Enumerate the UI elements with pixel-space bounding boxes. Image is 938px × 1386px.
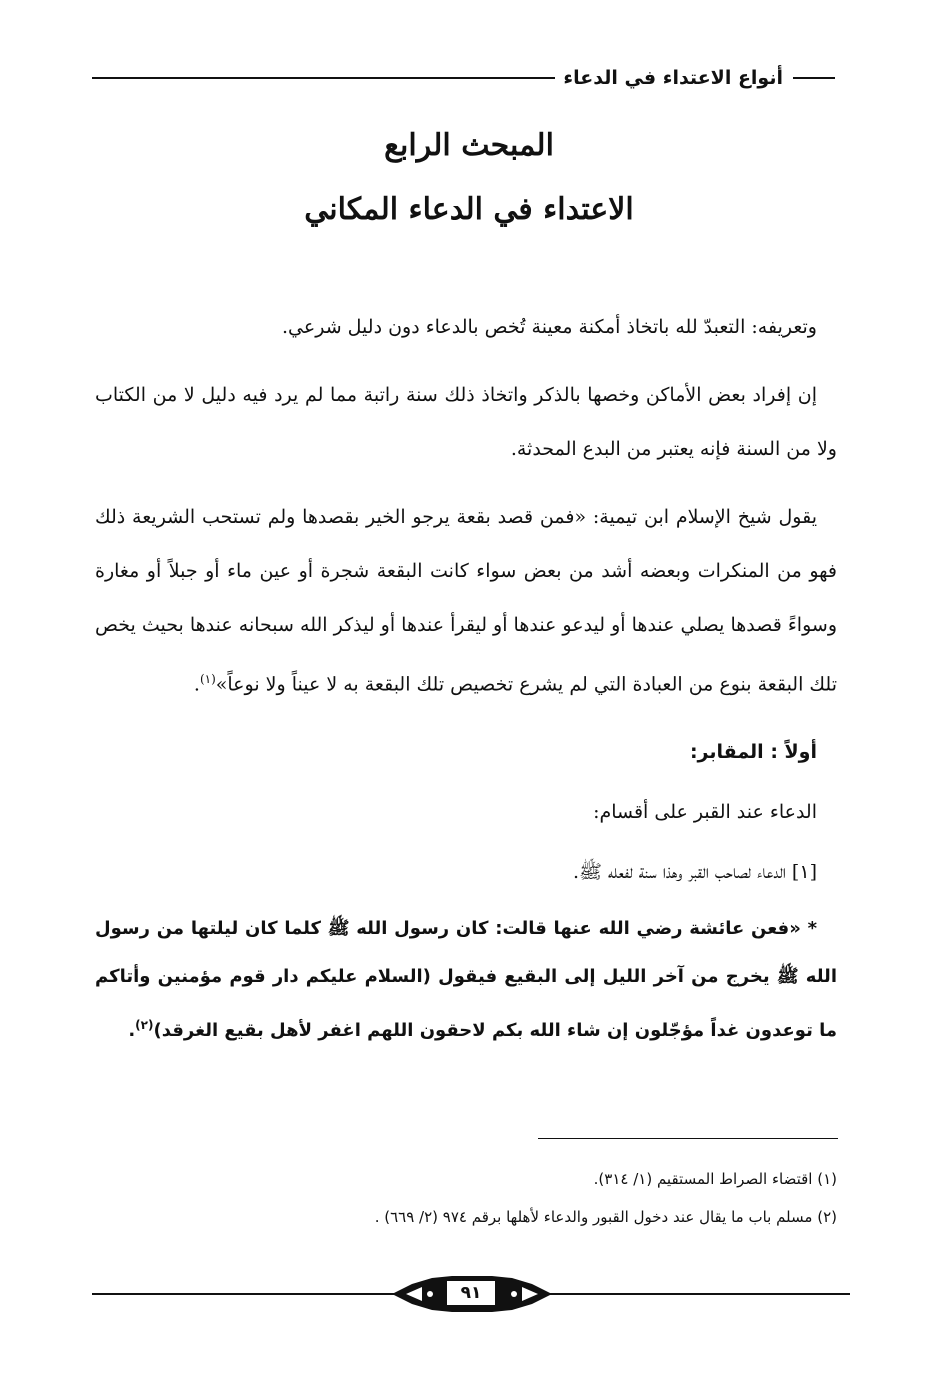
footnote-1: (١) اقتضاء الصراط المستقيم (١/ ٣١٤). bbox=[593, 1170, 837, 1188]
chapter-title: المبحث الرابع bbox=[384, 128, 554, 163]
header-title: أنواع الاعتداء في الدعاء bbox=[563, 67, 783, 89]
quote-text: يقول شيخ الإسلام ابن تيمية: «فمن قصد بقعة يرجو الخير بقصدها ولم تستحب الشريعة ذلك فهو من المنكرات وبعضه أشد من بعض سواء كانت البقعة شجرة أو عين ماء أو جبلاً أو مغارة وسواءً قصدها يصلي عندها أو ليدعو عندها أو ليقرأ عندها أو ليذكر الله سبحانه عندها بحيث يخص تلك البقعة بنوع من العبادة التي لم يشرع تخصيص تلك البقعة به لا عيناً ولا نوعاً» bbox=[95, 506, 837, 696]
footer-rule-left bbox=[92, 1293, 397, 1295]
footnotes bbox=[95, 1160, 837, 1236]
hadith-end: . bbox=[128, 1020, 136, 1042]
section-heading-graves: أولاً : المقابر: bbox=[689, 741, 817, 764]
bidah-paragraph: إن إفراد بعض الأماكن وخصها بالذكر واتخاذ ذلك سنة راتبة مما لم يرد فيه دليل لا من الكتاب ولا من السنة فإنه يعتبر من البدع المحدثة. bbox=[95, 384, 837, 460]
footnote-ref-2: (٢) bbox=[135, 1018, 154, 1033]
header-rule-left bbox=[92, 77, 555, 79]
definition-paragraph: وتعريفه: التعبدّ لله باتخاذ أمكنة معينة تُخص بالدعاء دون دليل شرعي. bbox=[282, 316, 817, 338]
category-one: [١] الدعاء لصاحب القبر وهذا سنة لفعله ﷺ. bbox=[573, 861, 817, 884]
footnote-ref-1: (١) bbox=[199, 672, 216, 686]
running-header bbox=[92, 62, 835, 94]
footnote-separator bbox=[538, 1138, 838, 1139]
footnote-2: (٢) مسلم باب ما يقال عند دخول القبور والدعاء لأهلها برقم ٩٧٤ (٢/ ٦٦٩) . bbox=[374, 1208, 837, 1226]
graves-intro: الدعاء عند القبر على أقسام: bbox=[593, 801, 817, 824]
footer-rule-right bbox=[545, 1293, 850, 1295]
chapter-subtitle: الاعتداء في الدعاء المكاني bbox=[304, 192, 634, 227]
page-number: ٩١ bbox=[446, 1280, 496, 1306]
quote-end: . bbox=[193, 673, 200, 696]
page-footer bbox=[92, 1272, 850, 1316]
ibn-taymiyyah-quote bbox=[95, 490, 837, 711]
header-rule-right bbox=[793, 77, 835, 79]
body-text bbox=[95, 300, 837, 1069]
hadith-aisha bbox=[95, 905, 837, 1055]
hadith-text: * «فعن عائشة رضي الله عنها قالت: كان رسول الله ﷺ كلما كان ليلتها من رسول الله ﷺ يخرج من آخر الليل إلى البقيع فيقول (السلام عليكم دار قوم مؤمنين وأتاكم ما توعدون غداً مؤجّلون إن شاء الله بكم لاحقون اللهم اغفر لأهل بقيع الغرقد) bbox=[95, 918, 837, 1042]
